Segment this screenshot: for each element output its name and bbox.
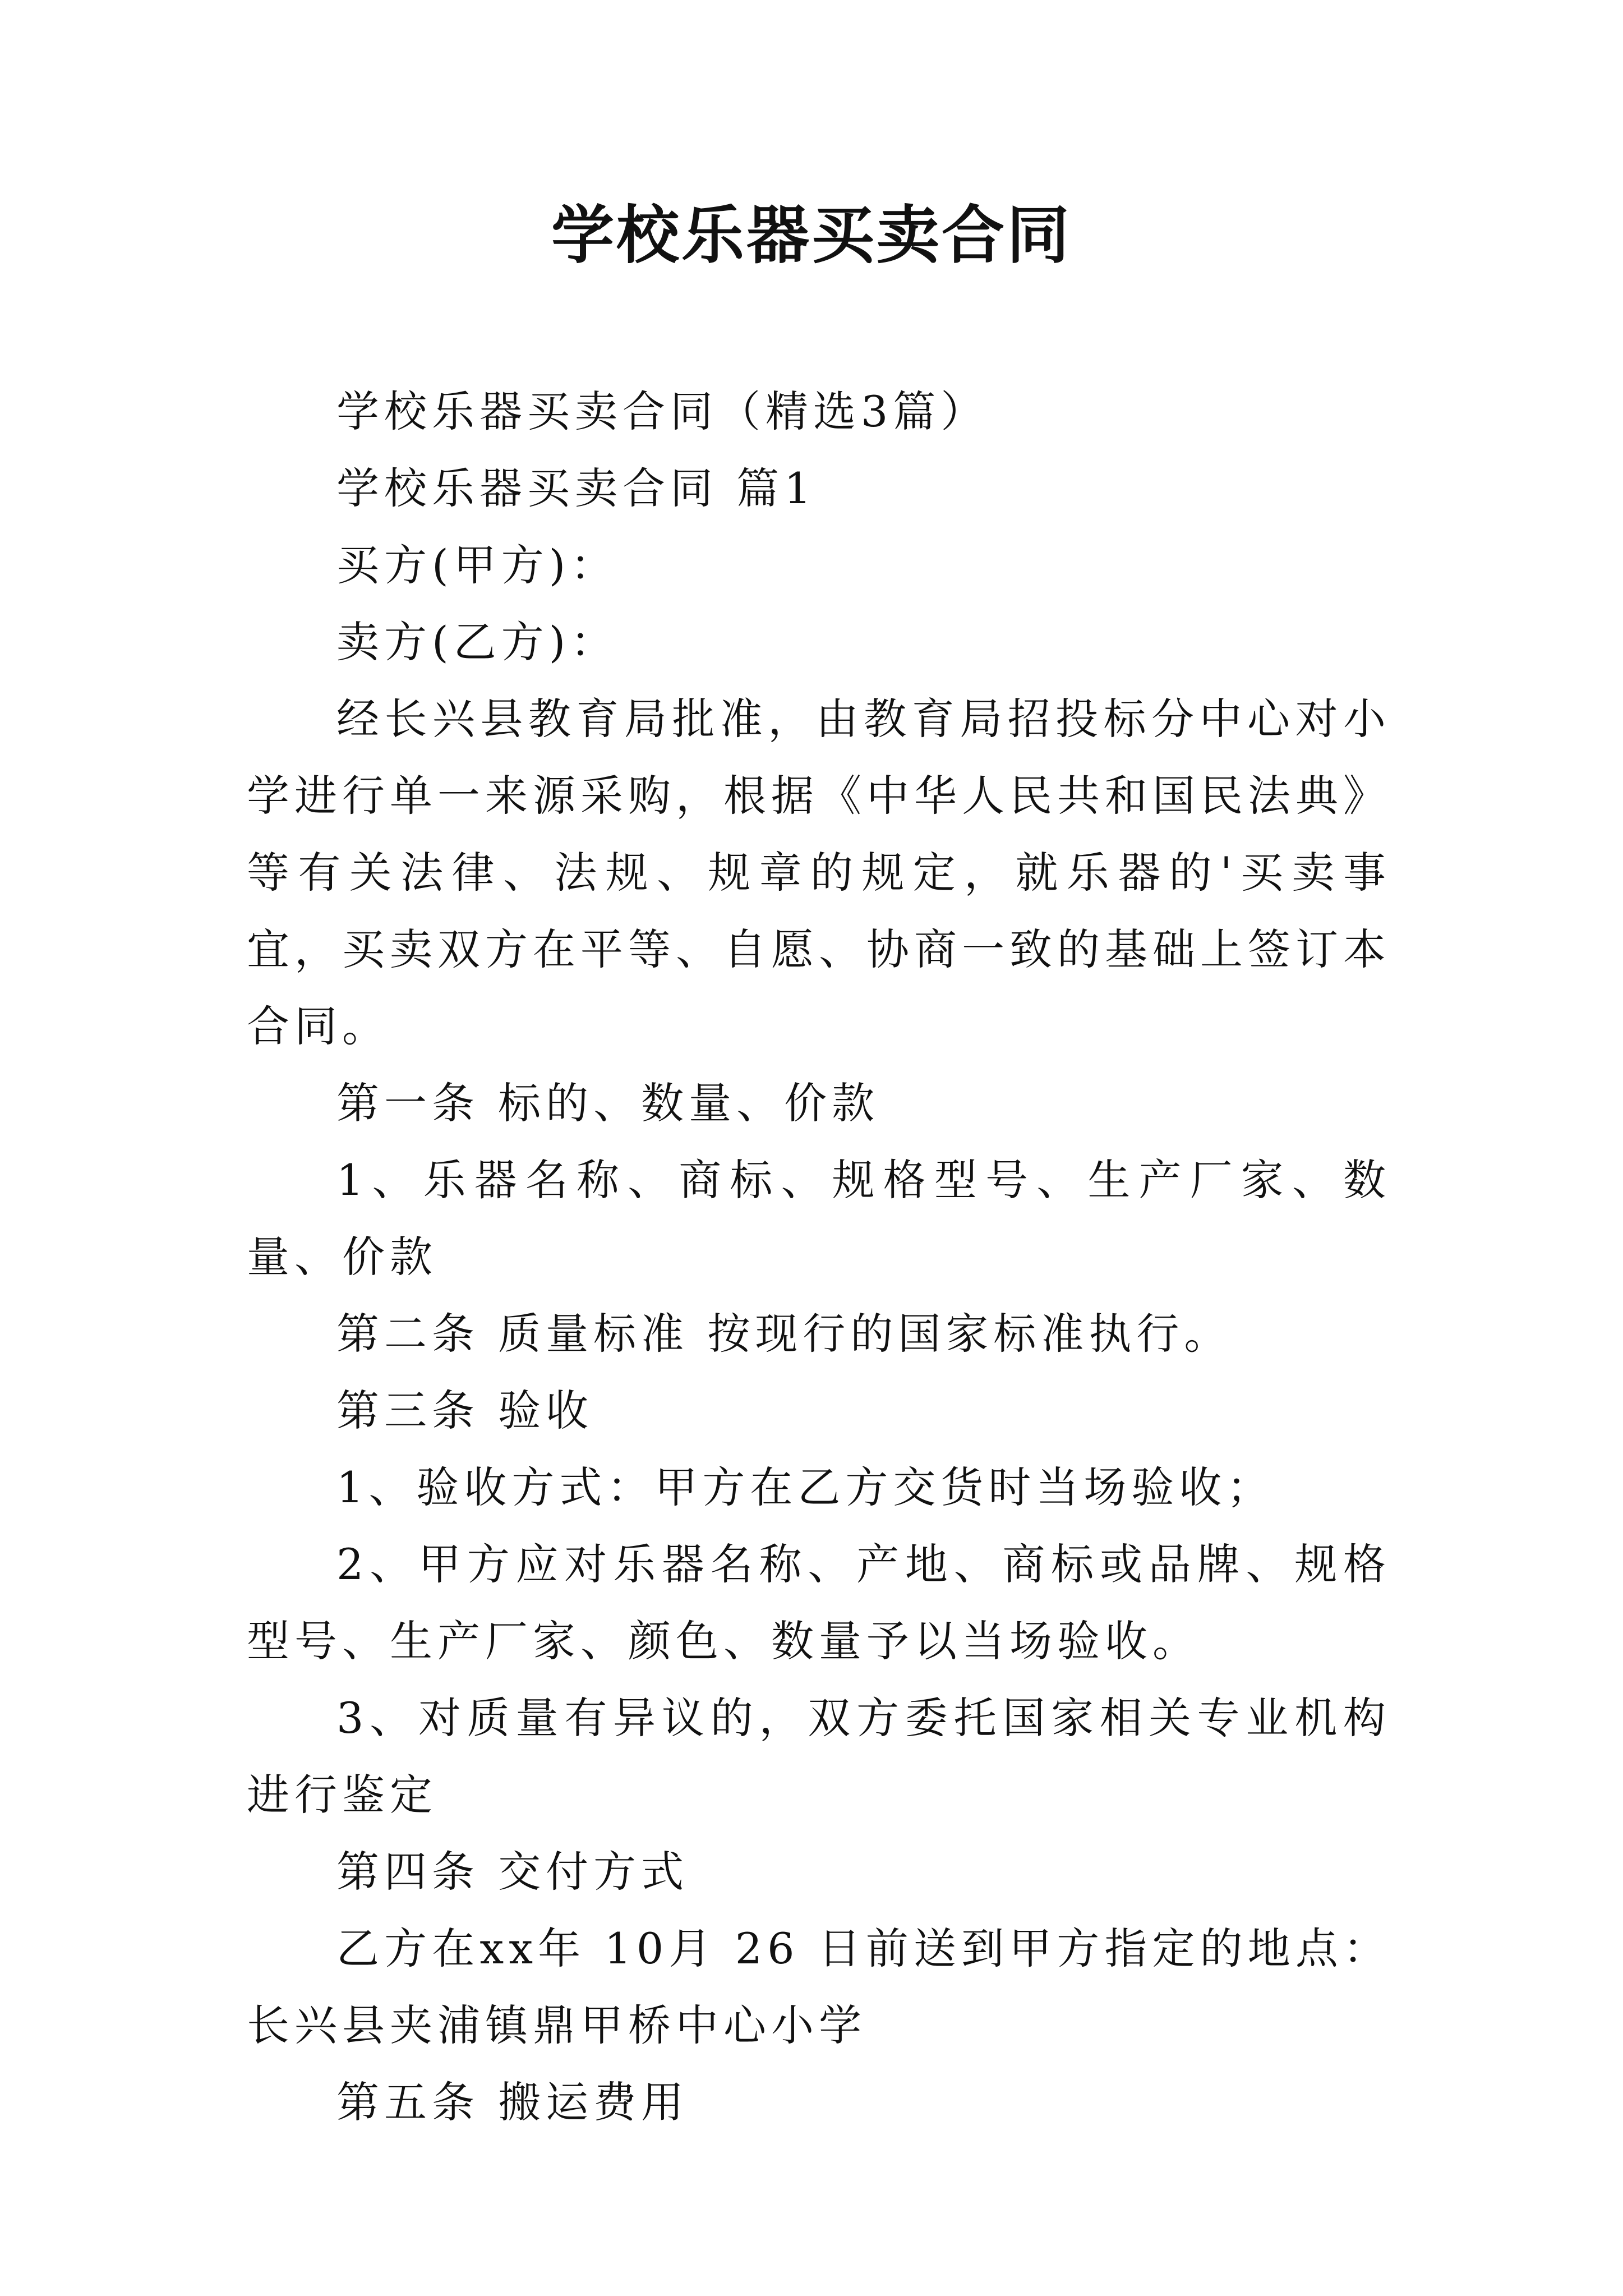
paragraph-subtitle: 学校乐器买卖合同（精选3篇）: [336, 386, 989, 436]
paragraph-article-3: 第三条 验收: [336, 1386, 594, 1435]
paragraph-section-heading: 学校乐器买卖合同 篇1: [336, 463, 817, 513]
paragraph-preamble: 经长兴县教育局批准，由教育局招投标分中心对小学进行单一来源采购，根据《中华人民共和国民法典》等有关法律、法规、规章的规定，就乐器的'买卖事宜，买卖双方在平等、自愿、协商一致的基础上签订本合同。: [247, 694, 1391, 1051]
paragraph-article-1-item-1: 1、乐器名称、商标、规格型号、生产厂家、数量、价款: [247, 1155, 1391, 1282]
paragraph-article-3-item-2: 2、甲方应对乐器名称、产地、商标或品牌、规格型号、生产厂家、颜色、数量予以当场验收。: [247, 1539, 1391, 1666]
paragraph-article-3-item-1: 1、验收方式：甲方在乙方交货时当场验收；: [336, 1462, 1275, 1512]
paragraph-article-2: 第二条 质量标准 按现行的国家标准执行。: [336, 1309, 1232, 1359]
document-title: 学校乐器买卖合同: [551, 199, 1072, 272]
paragraph-article-4: 第四条 交付方式: [336, 1847, 689, 1897]
paragraph-buyer: 买方(甲方)：: [336, 540, 619, 590]
paragraph-article-5: 第五条 搬运费用: [336, 2077, 689, 2127]
paragraph-article-1: 第一条 标的、数量、价款: [336, 1078, 880, 1128]
paragraph-article-4-delivery: 乙方在xx年 10月 26 日前送到甲方指定的地点：长兴县夹浦镇鼎甲桥中心小学: [247, 1924, 1391, 2050]
paragraph-article-3-item-3: 3、对质量有异议的，双方委托国家相关专业机构进行鉴定: [247, 1693, 1391, 1820]
paragraph-seller: 卖方(乙方)：: [336, 617, 619, 667]
document-body: [247, 373, 1391, 2141]
